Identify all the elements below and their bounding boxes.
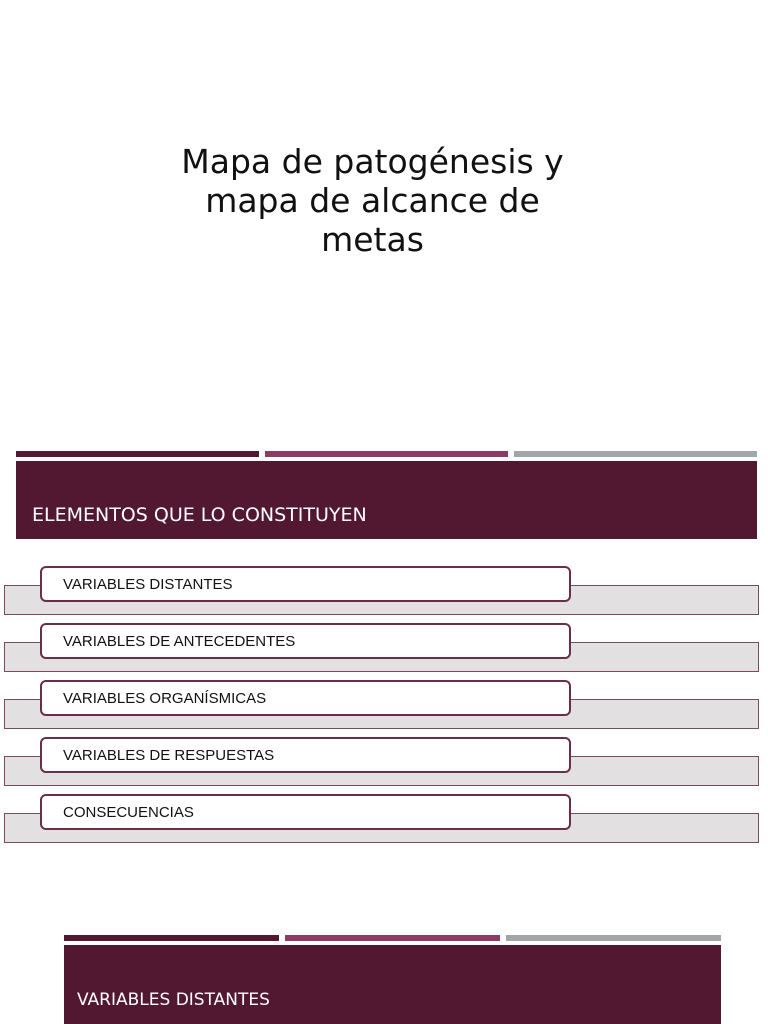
list-item-label: VARIABLES DE RESPUESTAS <box>63 747 275 764</box>
list-item <box>40 566 571 602</box>
list-item-label: VARIABLES ORGANÍSMICAS <box>63 690 267 707</box>
accent-stripe-magenta <box>265 451 508 457</box>
section-heading: ELEMENTOS QUE LO CONSTITUYEN <box>32 504 367 526</box>
list-item-label: CONSECUENCIAS <box>63 804 194 821</box>
section-heading: VARIABLES DISTANTES <box>77 990 270 1010</box>
list-item <box>40 737 571 773</box>
list-item-label: VARIABLES DISTANTES <box>63 576 233 593</box>
accent-stripe-dark <box>64 935 279 941</box>
list-item <box>40 680 571 716</box>
list-item <box>40 794 571 830</box>
accent-stripe-gray <box>514 451 757 457</box>
slide-title: Mapa de patogénesis y mapa de alcance de metas <box>181 142 564 259</box>
accent-stripe-gray <box>506 935 721 941</box>
section-banner <box>64 945 721 1024</box>
section-banner <box>16 461 757 539</box>
list-item <box>40 623 571 659</box>
accent-stripe-magenta <box>285 935 500 941</box>
accent-stripe-dark <box>16 451 259 457</box>
list-item-label: VARIABLES DE ANTECEDENTES <box>63 633 296 650</box>
